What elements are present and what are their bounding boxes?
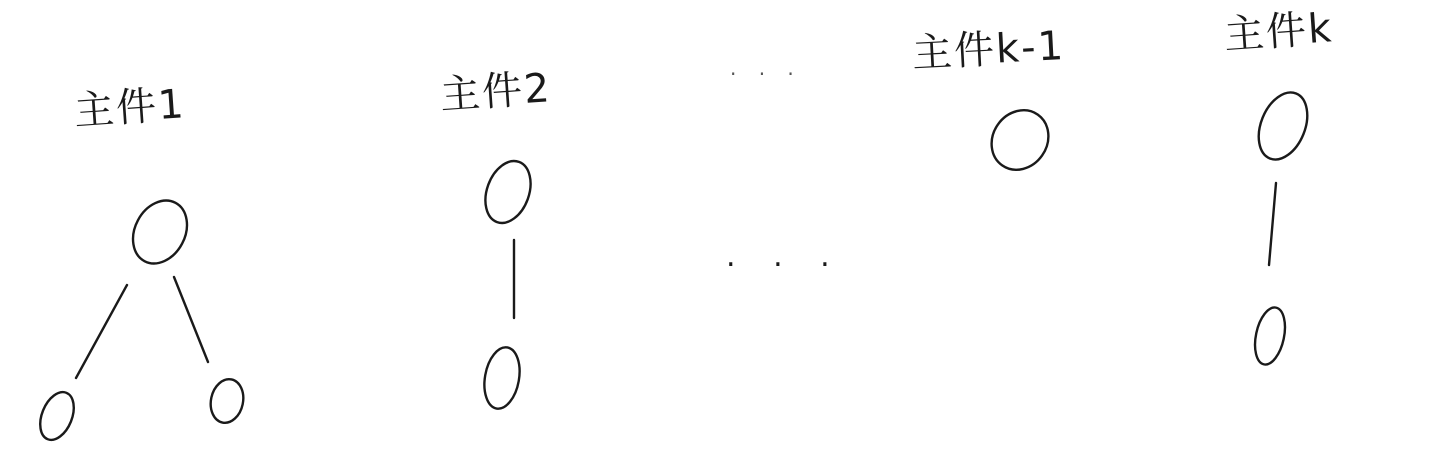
component-2-bottom-node <box>480 345 524 412</box>
component-k-top-node <box>1249 85 1316 166</box>
component-1-root-node <box>122 191 197 273</box>
component-k-minus-1-node <box>980 99 1060 181</box>
component-2-tree <box>477 155 538 412</box>
component-2-top-node <box>477 155 538 230</box>
ellipsis-middle: . . . <box>726 239 844 274</box>
component-k-label: 主件k <box>1222 5 1335 59</box>
component-k-tree <box>1249 85 1316 367</box>
component-k-minus-1-label: 主件k-1 <box>910 23 1067 77</box>
component-k-minus-1-tree <box>980 99 1060 181</box>
component-k-edge <box>1269 183 1276 265</box>
component-1-label: 主件1 <box>72 81 187 135</box>
component-1-right-edge <box>174 277 208 362</box>
component-1-right-child-node <box>207 376 247 426</box>
ellipsis-top: · · · <box>730 62 802 86</box>
component-1-left-edge <box>76 285 127 378</box>
component-2-label: 主件2 <box>438 65 553 119</box>
component-1-left-child-node <box>34 387 81 445</box>
component-1-tree <box>34 191 247 445</box>
component-k-bottom-node <box>1250 305 1289 368</box>
